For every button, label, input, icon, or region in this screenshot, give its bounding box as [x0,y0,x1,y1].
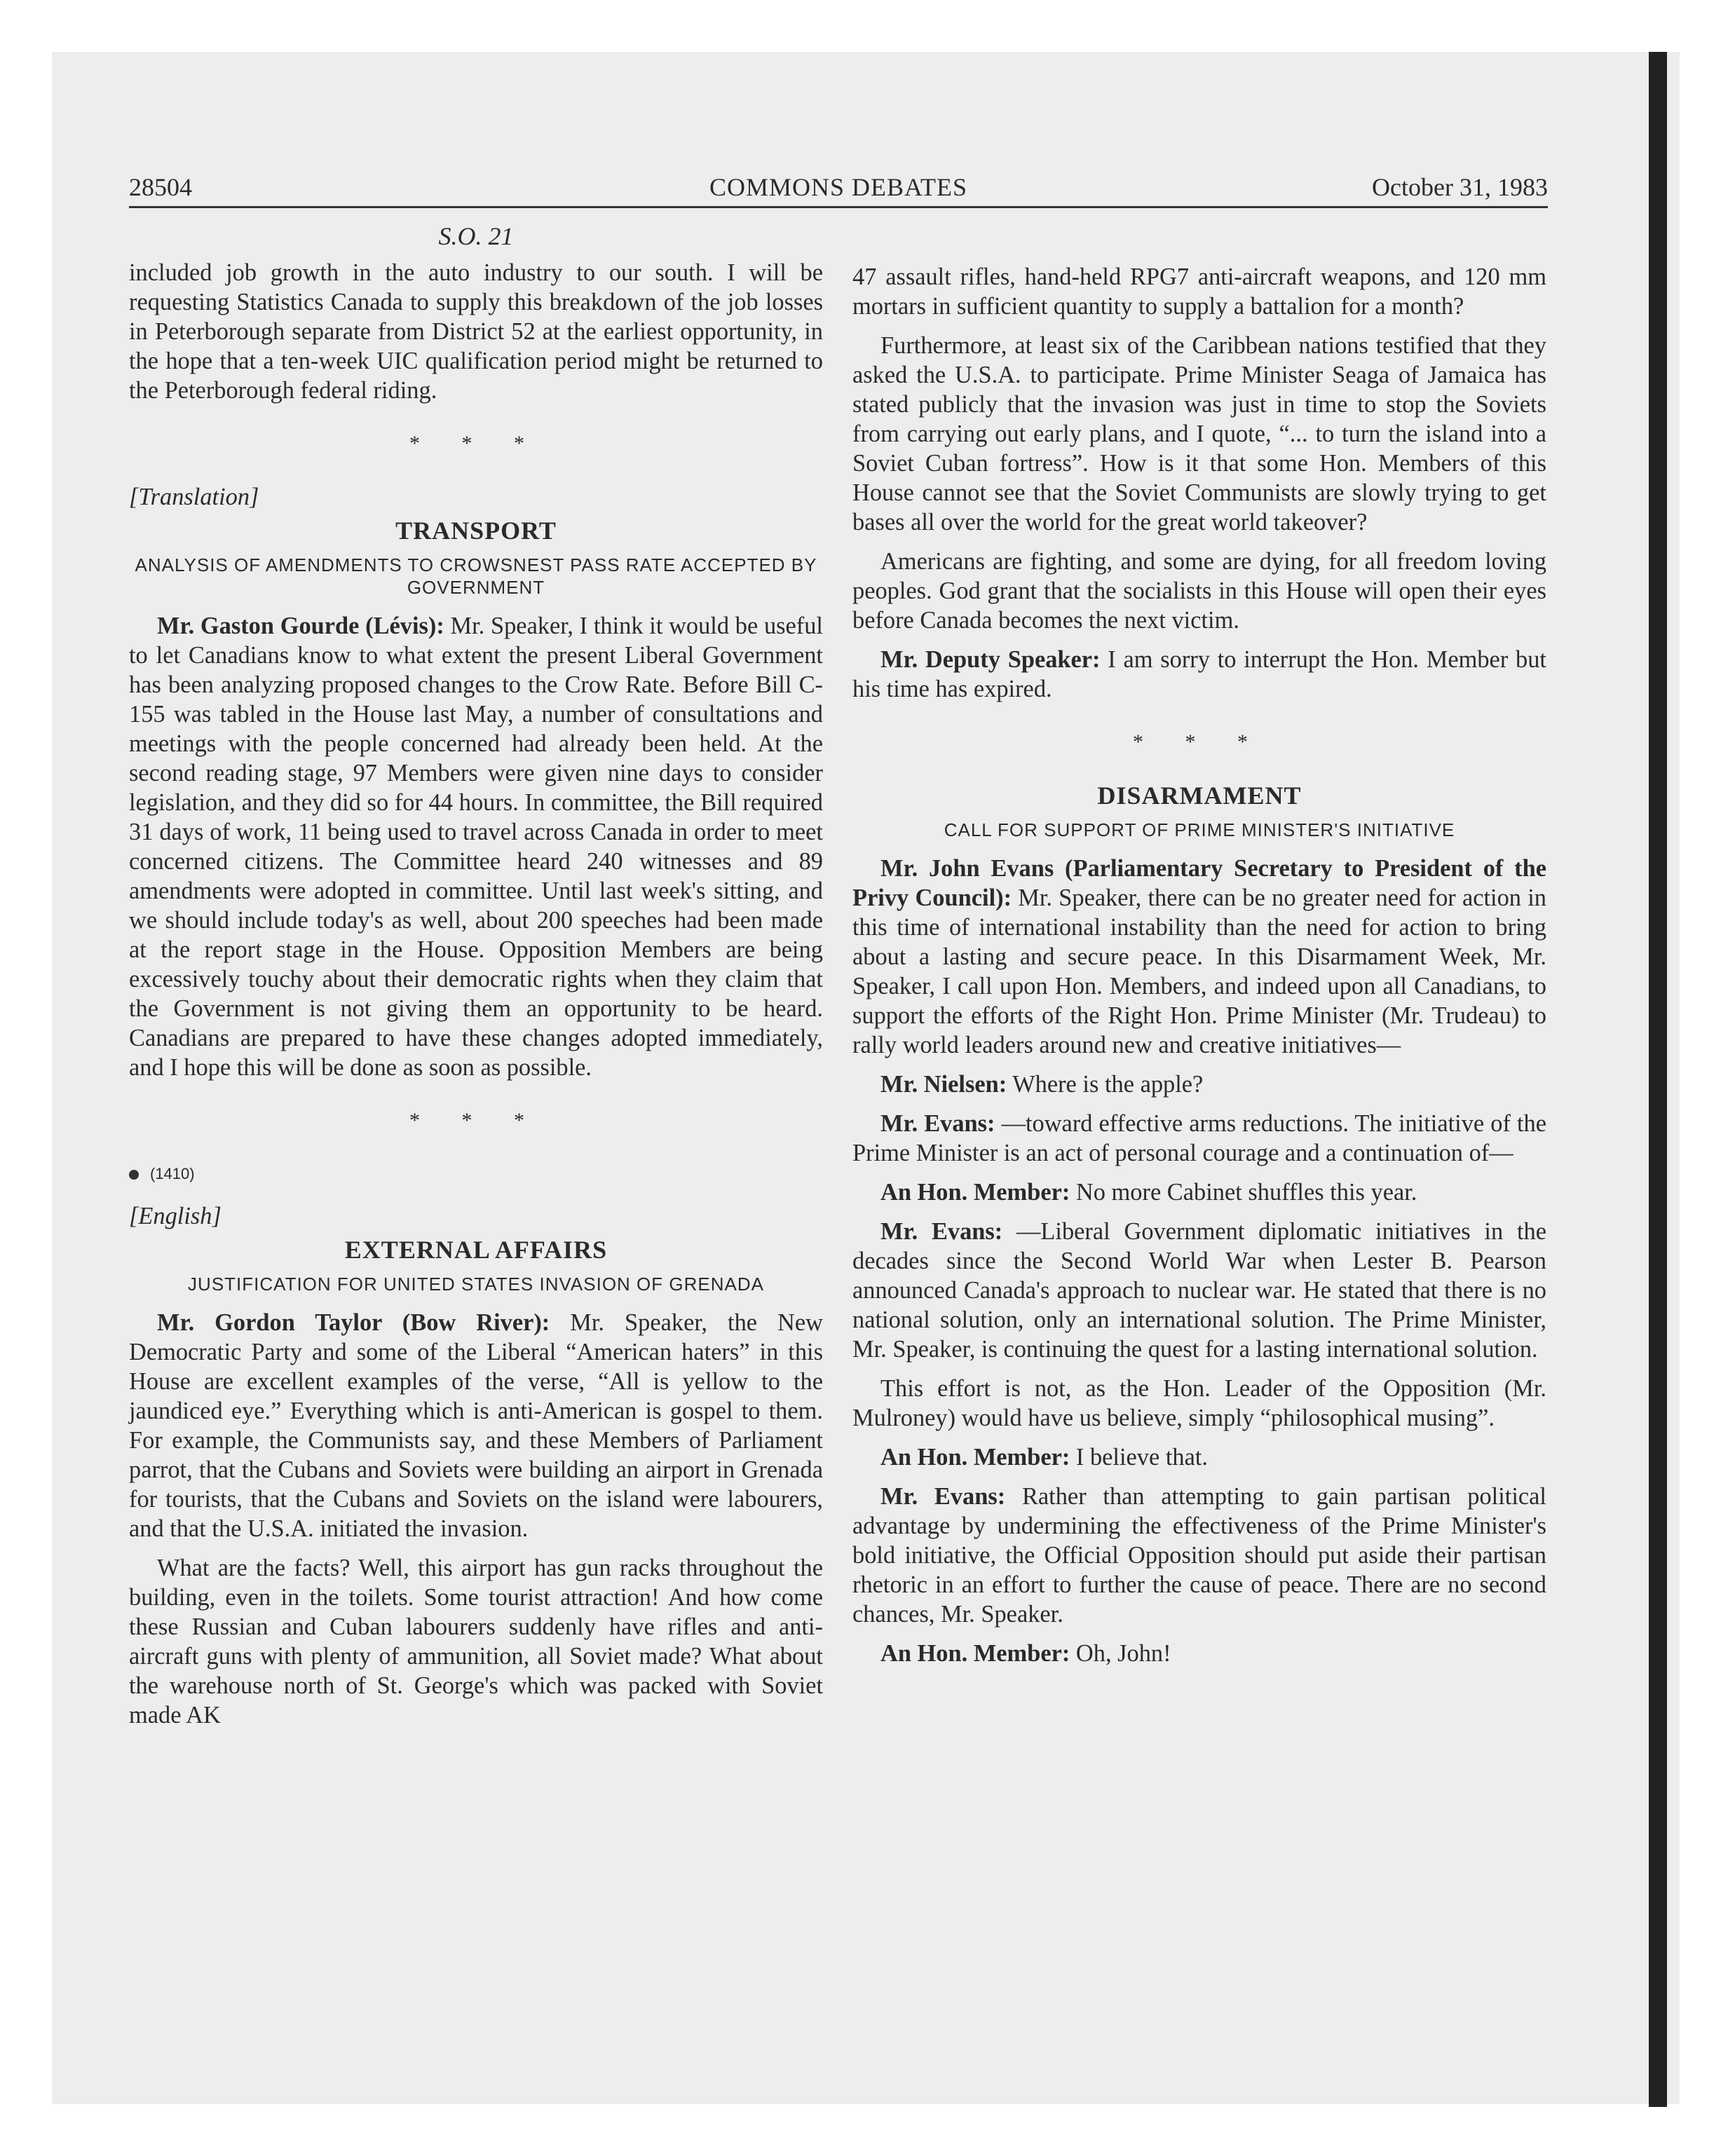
section-heading: DISARMAMENT [1097,782,1302,810]
speaker-name: Mr. Gaston Gourde (Lévis): [157,613,444,639]
speech [852,1639,1546,1668]
speech [129,1308,823,1543]
speech [852,645,1546,704]
speech-text: Mr. Speaker, the New Democratic Party and some of the Liberal “American haters” in this House are excellent examples of the verse, “All is yellow to the jaundiced eye.” Everything which is anti-American is gospel to them. For example, the Communists say, and these Members of Parliament parrot, that the Cubans and Soviets were building an airport in Grenada for tourists, that the Cubans and Soviets on the island were labourers, and that the U.S.A. initiated the invasion. [129,1309,823,1542]
page-binding-edge [1649,52,1667,2107]
speech [852,1482,1546,1629]
section-subheading: JUSTIFICATION FOR UNITED STATES INVASION OF GRENADA [188,1274,764,1295]
speech [852,1070,1546,1099]
speaker-name: Mr. Evans: [880,1110,995,1137]
speaker-name: Mr. Deputy Speaker: [880,646,1101,673]
page-header [129,167,1548,208]
language-marker: [Translation] [129,484,259,510]
timestamp-text: (1410) [150,1165,195,1182]
speech-text: I believe that. [1075,1444,1209,1471]
speech-text: —toward effective arms reductions. The initiative of the Prime Minister is an act of personal courage and a continuation of— [852,1110,1546,1166]
speaker-name: An Hon. Member: [880,1444,1070,1471]
speech [852,1442,1546,1472]
speaker-name: Mr. John Evans (Parliamentary Secretary to President of the Privy Council): [852,855,1546,911]
speech-text: Rather than attempting to gain partisan political advantage by undermining the effectiveness of the Prime Minister's bold initiative, the Official Opposition should put aside their partisan rhetoric in an effort to further the cause of peace. There are no second chances, Mr. Speaker. [852,1483,1546,1628]
speech-text: Where is the apple? [1012,1071,1204,1098]
section-heading: TRANSPORT [395,517,557,545]
publication-title: COMMONS DEBATES [709,173,968,201]
speaker-name: Mr. Evans: [880,1483,1006,1510]
speech [852,1178,1546,1207]
paragraph: included job growth in the auto industry to our south. I will be requesting Statistics Canada to supply this breakdown of the job losses in Peterborough separate from District 52 at the earliest opportunity, in the hope that a ten-week UIC qualification period might be returned to the Peterborough federal riding. [129,259,823,404]
speech-text: I am sorry to interrupt the Hon. Member but his time has expired. [852,646,1546,702]
speech [852,1109,1546,1168]
speaker-name: Mr. Gordon Taylor (Bow River): [157,1309,550,1336]
timestamp [129,1159,823,1189]
page-number: 28504 [129,173,192,201]
speech-text: No more Cabinet shuffles this year. [1075,1179,1417,1206]
speech-text: Mr. Speaker, there can be no greater need for action in this time of international instability than the need for action to bring about a lasting and secure peace. In this Disarmament Week, Mr. Speaker, I call upon Hon. Members, and indeed upon all Canadians, to support the efforts of the Right Hon. Prime Minister (Mr. Trudeau) to rally world leaders around new and creative initiatives— [852,885,1546,1058]
section-subheading: ANALYSIS OF AMENDMENTS TO CROWSNEST PASS RATE ACCEPTED BY GOVERNMENT [135,554,817,598]
standing-order-label: S.O. 21 [438,222,514,250]
section-separator: * * * [409,432,543,455]
speaker-name: Mr. Nielsen: [880,1071,1007,1098]
bullet-icon [129,1170,139,1180]
paragraph: Americans are fighting, and some are dying, for all freedom loving peoples. God grant that the socialists in this House will open their eyes before Canada becomes the next victim. [852,548,1546,634]
speech-text: —Liberal Government diplomatic initiatives in the decades since the Second World War when Lester B. Pearson announced Canada's approach to nuclear war. He stated that there is no national solution, only an international solution. The Prime Minister, Mr. Speaker, is continuing the quest for a lasting international solution. [852,1218,1546,1363]
speech-text: Oh, John! [1075,1640,1171,1667]
section-separator: * * * [1133,730,1266,753]
left-column [129,222,823,1740]
speaker-name: An Hon. Member: [880,1640,1070,1667]
paragraph: Furthermore, at least six of the Caribbean nations testified that they asked the U.S.A. to participate. Prime Minister Seaga of Jamaica has stated publicly that the invasion was just in time to stop the Soviets from carrying out early plans, and I quote, “... to turn the island into a Soviet Cuban fortress”. How is it that some Hon. Members of this House cannot see that the Soviet Communists are slowly trying to get bases all over the world for the great world takeover? [852,332,1546,535]
speech-text: Mr. Speaker, I think it would be useful to let Canadians know to what extent the present Liberal Government has been analyzing proposed changes to the Crow Rate. Before Bill C-155 was tabled in the House last May, a number of consultations and meetings with the people concerned had already been held. At the second reading stage, 97 Members were given nine days to consider legislation, and they did so for 44 hours. In committee, the Bill required 31 days of work, 11 being used to travel across Canada in order to meet concerned citizens. The Committee heard 240 witnesses and 89 amendments were adopted in committee. Until last week's sitting, and we should include today's as well, about 200 speeches had been made at the report stage in the House. Opposition Members are being excessively touchy about their democratic rights when they claim that the Government is not giving them an opportunity to be heard. Canadians are prepared to have these changes adopted immediately, and I hope this will be done as soon as possible. [129,613,823,1081]
publication-date: October 31, 1983 [1372,173,1548,201]
section-heading: EXTERNAL AFFAIRS [344,1236,608,1264]
speech [129,611,823,1082]
right-column [852,262,1546,1678]
paragraph: What are the facts? Well, this airport has gun racks throughout the building, even in the toilets. Some tourist attraction! And how come these Russian and Cuban labourers suddenly have rifles and anti-aircraft guns with plenty of ammunition, all Soviet made? What about the warehouse north of St. George's which was packed with Soviet made AK [129,1555,823,1728]
paragraph: This effort is not, as the Hon. Leader of the Opposition (Mr. Mulroney) would have us believe, simply “philosophical musing”. [852,1375,1546,1431]
language-marker: [English] [129,1203,222,1229]
paragraph: 47 assault rifles, hand-held RPG7 anti-aircraft weapons, and 120 mm mortars in sufficient quantity to supply a battalion for a month? [852,264,1546,320]
section-subheading: CALL FOR SUPPORT OF PRIME MINISTER'S INITIATIVE [944,819,1455,840]
speaker-name: Mr. Evans: [880,1218,1003,1245]
speech [852,1217,1546,1364]
speaker-name: An Hon. Member: [880,1179,1070,1206]
speech [852,854,1546,1060]
section-separator: * * * [409,1109,543,1132]
